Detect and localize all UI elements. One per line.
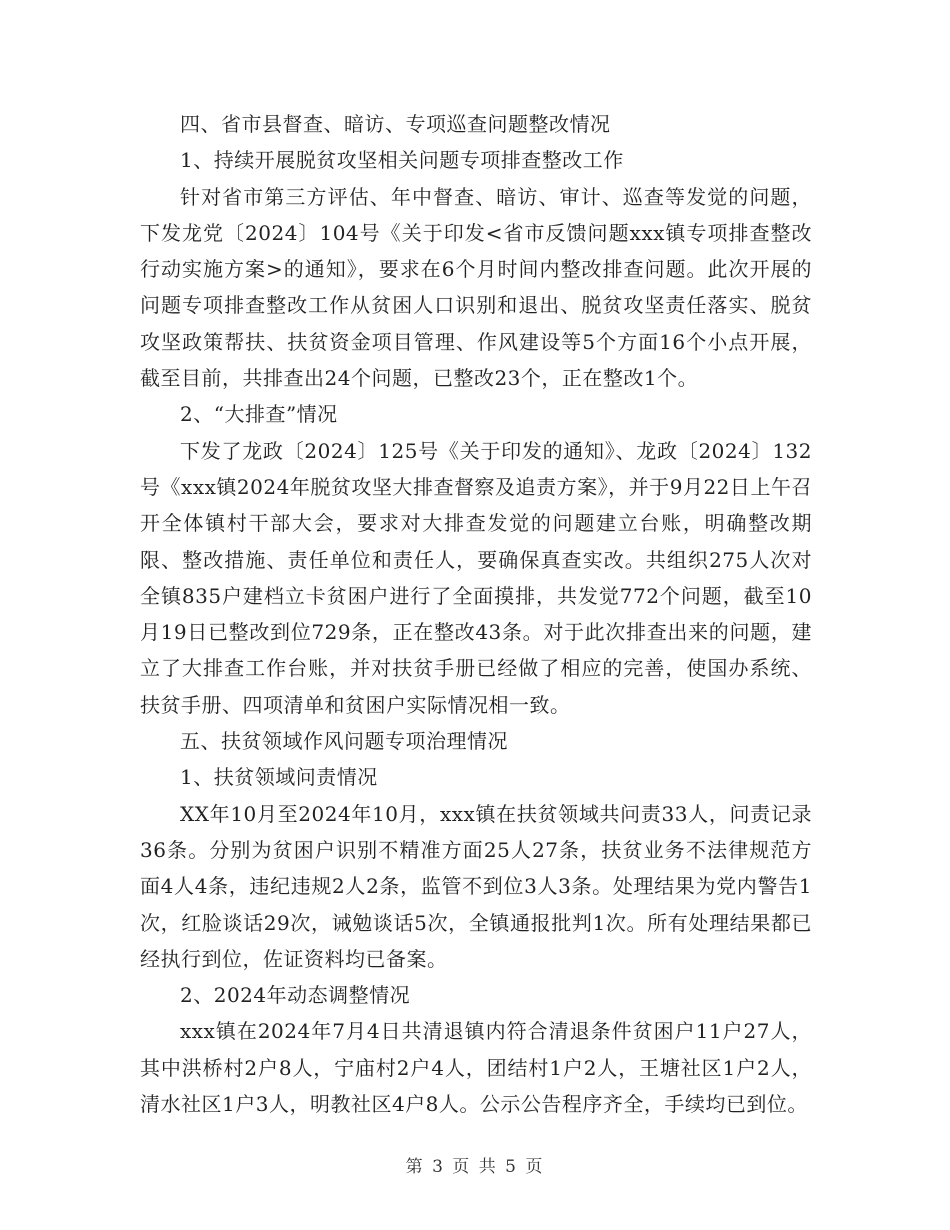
section-heading-5: 五、扶贫领域作风问题专项治理情况 [180,729,508,754]
subsection-heading-4-2: 2、“大排查”情况 [180,402,338,427]
subsection-heading-4-1: 1、持续开展脱贫攻坚相关问题专项排查整改工作 [180,148,624,173]
subsection-heading-5-1: 1、扶贫领域问责情况 [180,765,378,790]
paragraph-4-2: 下发了龙政〔2024〕125号《关于印发的通知》、龙政〔2024〕132号《xxx镇2024年脱贫攻坚大排查督察及追责方案》，并于9月22日上午召开全体镇村干部大会，要求对大排查发觉的问题建立台账，明确整改期限、整改措施、责任单位和责任人，要确保真查实改。共组织275人次对全镇835户建档立卡贫困户进行了全面摸排，共发觉772个问题，截至10月19日已整改到位729条，正在整改43条。对于此次排查出来的问题，建立了大排查工作台账，并对扶贫手册已经做了相应的完善，使国办系统、扶贫手册、四项清单和贫困户实际情况相一致。 [140,438,812,717]
paragraph-4-1: 针对省市第三方评估、年中督查、暗访、审计、巡查等发觉的问题，下发龙党〔2024〕104号《关于印发<省市反馈问题xxx镇专项排查整改行动实施方案>的通知》，要求在6个月时间内整改排查问题。此次开展的问题专项排查整改工作从贫困人口识别和退出、脱贫攻坚责任落实、脱贫攻坚政策帮扶、扶贫资金项目管理、作风建设等5个方面16个小点开展，截至目前，共排查出24个问题，已整改23个，正在整改1个。 [140,184,812,391]
section-heading-4: 四、省市县督查、暗访、专项巡查问题整改情况 [180,112,611,136]
paragraph-5-1: XX年10月至2024年10月，xxx镇在扶贫领域共问责33人，问责记录36条。分别为贫困户识别不精准方面25人27条，扶贫业务不法律规范方面4人4条，违纪违规2人2条，监管不到位3人3条。处理结果为党内警告1次，红脸谈话29次，诫勉谈话5次，全镇通报批判1次。所有处理结果都已经执行到位，佐证资料均已备案。 [140,801,812,971]
paragraph-5-2: xxx镇在2024年7月4日共清退镇内符合清退条件贫困户11户27人，其中洪桥村2户8人，宁庙村2户4人，团结村1户2人，王塘社区1户2人，清水社区1户3人，明教社区4户8人。公示公告程序齐全，手续均已到位。 [140,1019,812,1117]
document-body [140,106,812,1122]
subsection-heading-5-2: 2、2024年动态调整情况 [180,983,411,1008]
page-footer: 第 3 页 共 5 页 [405,1157,545,1177]
